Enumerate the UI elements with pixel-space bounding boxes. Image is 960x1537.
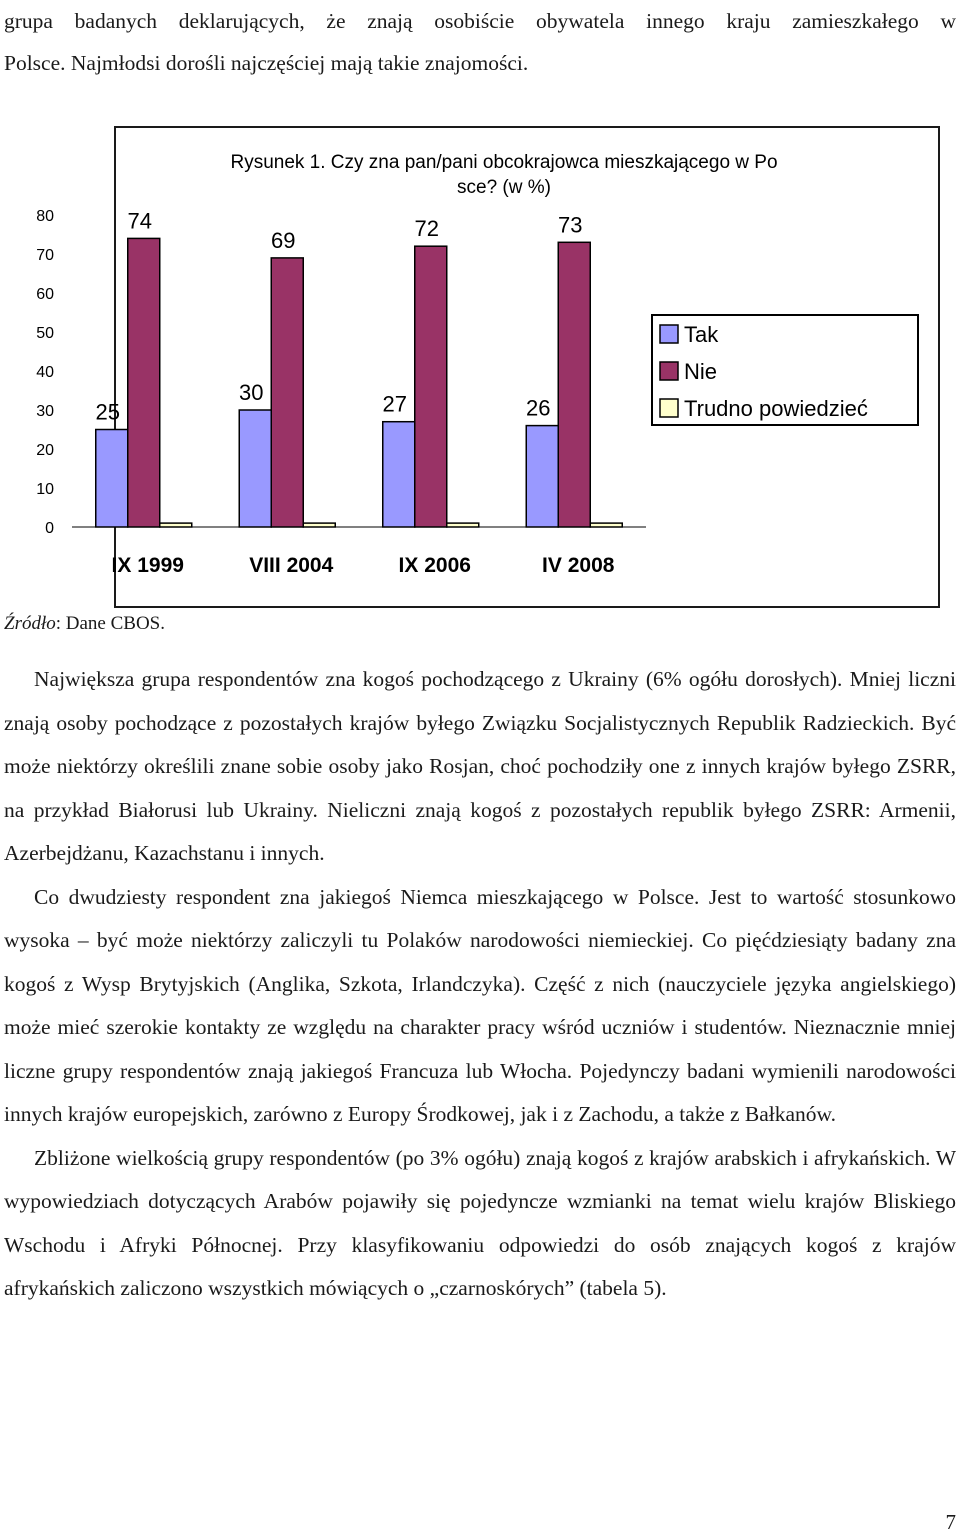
legend-swatch [660,325,678,343]
legend-label: Nie [684,359,718,384]
source-text: : Dane CBOS. [55,613,165,634]
legend-label: Trudno powiedzieć [684,396,868,421]
y-tick-label: 60 [36,286,54,303]
legend-label: Tak [684,322,719,347]
y-tick-label: 10 [36,481,54,498]
y-tick-label: 0 [45,520,54,537]
intro-line-1: grupa badanych deklarujących, że znają osobiście obywatela innego kraju zamieszkałego w [4,9,956,33]
legend-swatch [660,399,678,417]
paragraph-2: Co dwudziesty respondent zna jakiegoś Niemca mieszkającego w Polsce. Jest to wartość stosunkowo wysoka – być może niektórzy zaliczyli tu Polaków narodowości niemieckiej. Co pięćdziesiąty badany zna kogoś z Wysp Brytyjskich (Anglika, Szkota, Irlandczyka). Część z nich (nauczyciele języka angielskiego) może mieć szerokie kontakty ze względu na charakter pracy wśród uczniów i studentów. Nieznacznie mniej liczne grupy respondentów znają jakiegoś Francuza lub Włocha. Pojedynczy badani wymienili narodowości innych krajów europejskich, zarówno z Europy Środkowej, jak i z Zachodu, a także z Bałkanów. [4,884,956,1126]
data-label: 74 [127,208,152,234]
bar-chart [0,0,960,610]
chart-title-line-2: sce? (w %) [457,177,551,198]
bar-tak [526,426,558,527]
y-tick-label: 70 [36,247,54,264]
intro-line-2: Polsce. Najmłodsi dorośli najczęściej mają takie znajomości. [4,51,529,75]
x-category-label: VIII 2004 [249,554,334,577]
data-label: 69 [271,227,296,253]
y-tick-label: 40 [36,364,54,381]
y-tick-label: 80 [36,208,54,225]
data-label: 72 [414,216,439,242]
legend-swatch [660,362,678,380]
bar-tak [383,422,415,527]
y-tick-label: 50 [36,325,54,342]
bar-trudno-powiedzieć [160,523,192,527]
bar-tak [96,430,128,528]
paragraph-3: Zbliżone wielkością grupy respondentów (po 3% ogółu) znają kogoś z krajów arabskich i afrykańskich. W wypowiedziach dotyczących Arabów pojawiły się pojedyncze wzmianki na temat wielu krajów Bliskiego Wschodu i Afryki Północnej. Przy klasyfikowaniu odpowiedzi do osób znających kogoś z krajów afrykańskich zaliczono wszystkich mówiących o „czarnoskórych” (tabela 5). [4,1145,956,1300]
data-label: 26 [526,395,551,421]
chart-title-line-1: Rysunek 1. Czy zna pan/pani obcokrajowca mieszkającego w Po [230,152,778,173]
x-category-label: IX 2006 [398,554,471,577]
y-tick-label: 30 [36,403,54,420]
bar-trudno-powiedzieć [590,523,622,527]
x-category-label: IV 2008 [542,554,615,577]
bar-trudno-powiedzieć [303,523,335,527]
bar-nie [128,238,160,527]
data-label: 25 [95,399,120,425]
body-text [4,658,956,1311]
source-note [4,613,165,635]
bar-nie [415,246,447,527]
data-label: 27 [382,391,407,417]
data-label: 30 [239,380,264,405]
paragraph-1: Największa grupa respondentów zna kogoś pochodzącego z Ukrainy (6% ogółu dorosłych). Mniej liczni znają osoby pochodzące z pozostałych krajów byłego Związku Socjalistycznych Republik Radzieckich. Być może niektórzy określili znane sobie osoby jako Rosjan, choć pochodziły one z innych krajów byłego ZSRR, na przykład Białorusi lub Ukrainy. Nieliczni znają kogoś z pozostałych republik byłego ZSRR: Armenii, Azerbejdżanu, Kazachstanu i innych. [4,667,956,865]
x-category-label: IX 1999 [111,554,184,577]
bar-tak [239,410,271,527]
y-tick-label: 20 [36,442,54,459]
bar-nie [271,258,303,527]
bar-nie [558,242,590,527]
bar-trudno-powiedzieć [447,523,479,527]
page-number: 7 [945,1510,956,1534]
source-label: Źródło [4,613,56,634]
data-label: 73 [558,212,583,238]
